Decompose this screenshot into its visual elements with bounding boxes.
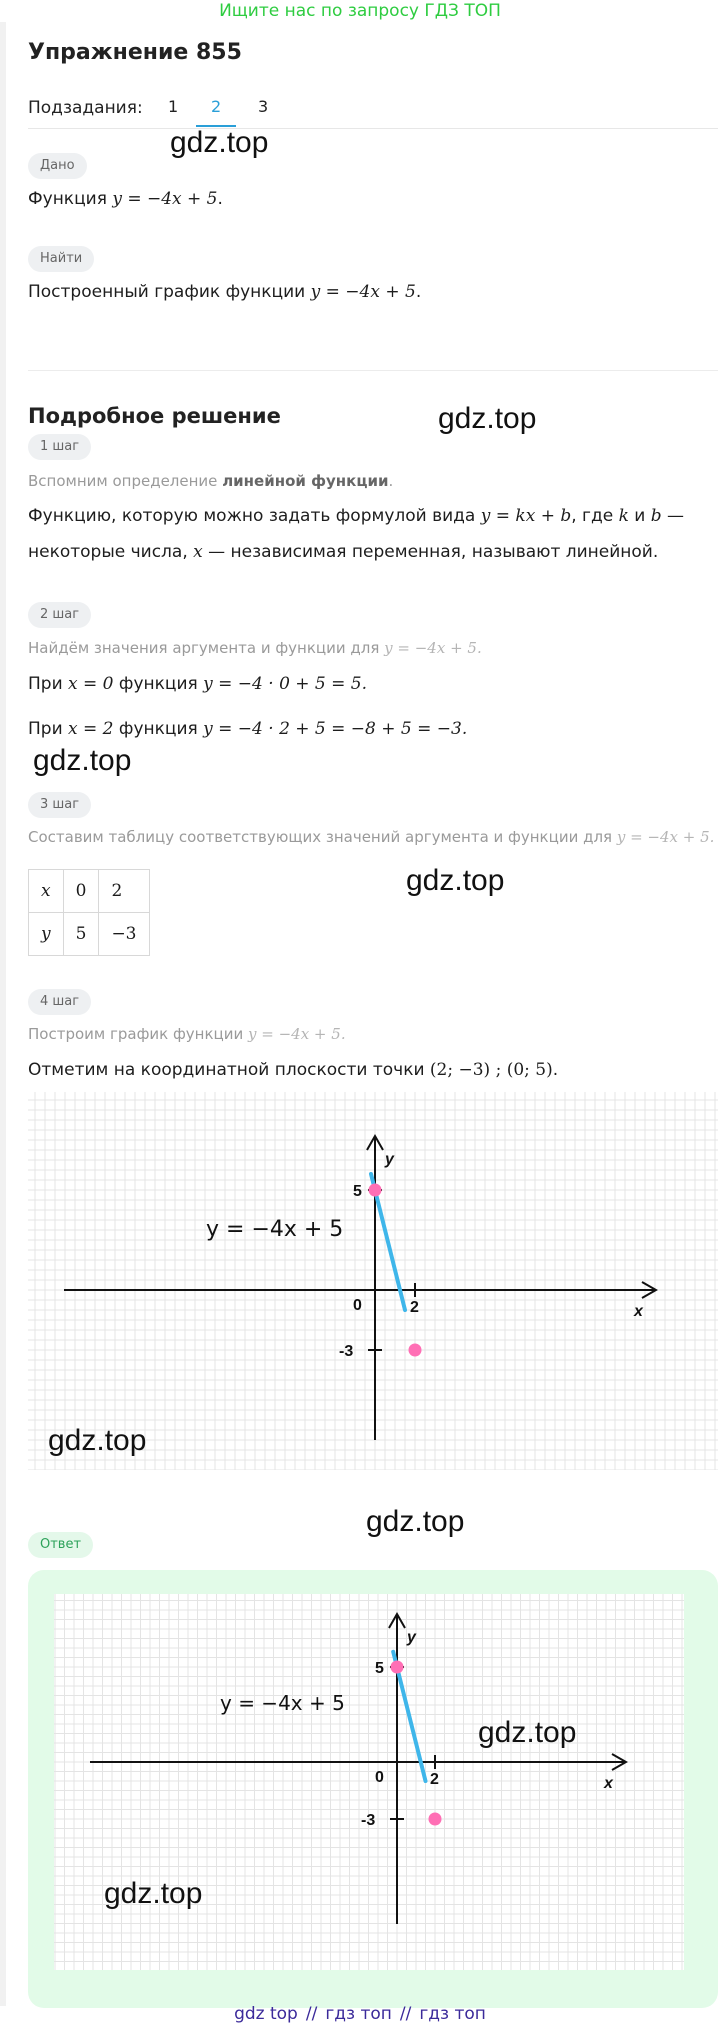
subtask-tab-2[interactable]: 2 [211,97,222,116]
watermark: gdz.top [33,744,132,777]
footer-links [0,2004,720,2024]
step1-note [28,472,393,490]
footer-sep: // [305,2004,318,2024]
x-tick-label: 2 [430,1771,439,1788]
step1-note-prefix: Вспомним определение [28,472,223,490]
graph-point [409,1344,422,1357]
given-prefix: Функция [28,189,113,209]
origin-label: 0 [375,1769,384,1786]
page-title: Упражнение 855 [28,40,242,65]
find-suffix: . [415,282,422,302]
step1-badge: 1 шаг [28,434,91,460]
step4-note [28,1025,346,1043]
step2-note [28,639,482,657]
left-rule [0,22,6,2006]
table-cell: 2 [99,870,149,913]
y-tick-label: -3 [339,1343,354,1360]
step1-note-bold: линейной функции [222,472,389,490]
step1-k: k [618,506,629,526]
graph-point [429,1813,442,1826]
step3-badge: 3 шаг [28,792,91,818]
find-formula: y = −4x + 5 [310,282,416,302]
watermark: gdz.top [406,864,505,897]
step1-line2-a: некоторые числа, [28,542,194,562]
table-row [29,913,150,956]
step1-note-suffix: . [388,472,394,490]
step2-note-formula: y = −4x + 5. [384,639,482,657]
y-axis-label: y [407,1629,416,1646]
step1-line1-a: Функцию, которую можно задать формулой вида [28,506,481,526]
table-cell: y [29,913,64,956]
step3-note-text: Составим таблицу соответствующих значений аргумента и функции для [28,828,617,846]
values-table [28,869,150,956]
watermark: gdz.top [170,126,269,159]
step4-line-end: . [552,1060,559,1080]
table-cell: x [29,870,64,913]
solution-title: Подробное решение [28,404,281,428]
step1-line1 [28,506,684,526]
step4-line-a: Отметим на координатной плоскости точки [28,1060,430,1080]
subtasks-nav [28,92,718,129]
step2-line2-a: При [28,719,69,739]
subtask-tab-1[interactable]: 1 [168,97,179,116]
given-suffix: . [217,189,223,209]
step3-note-formula: y = −4x + 5. [616,828,715,846]
table-cell: −3 [99,913,149,956]
footer-link[interactable]: gdz top [234,2004,298,2024]
step4-line [28,1060,558,1080]
step4-note-formula: y = −4x + 5. [248,1025,346,1043]
step2-line1-a: При [28,674,69,694]
step2-badge: 2 шаг [28,602,91,628]
step2-line1-x: x = 0 [68,674,114,694]
table-row [29,870,150,913]
watermark: gdz.top [438,402,537,435]
step1-line2 [28,542,658,562]
origin-label: 0 [353,1297,362,1314]
y-tick-label: 5 [375,1660,384,1677]
graph-solution [28,1092,718,1470]
find-prefix: Построенный график функции [28,282,311,302]
graph-point [369,1184,382,1197]
watermark: gdz.top [366,1505,465,1538]
answer-box [28,1570,718,2008]
graph-equation-label: y = −4x + 5 [206,1217,344,1242]
graph-answer [54,1594,684,1970]
step1-b: b [650,506,662,526]
step2-line1 [28,674,367,694]
step2-line2-formula: y = −4 · 2 + 5 = −8 + 5 = −3. [203,719,468,739]
footer-link[interactable]: гдз топ [325,2004,392,2024]
step1-line1-b: , где [571,506,619,526]
x-axis-label: x [634,1303,643,1320]
watermark: gdz.top [104,1877,203,1910]
find-text [28,282,421,302]
y-tick-label: -3 [361,1812,376,1829]
step1-formula: y = kx + b [480,506,572,526]
find-badge: Найти [28,246,94,272]
step4-points: (2; −3) ; (0; 5) [429,1060,553,1080]
graph-point [391,1661,404,1674]
given-badge: Дано [28,153,87,179]
table-cell: 5 [63,913,99,956]
top-banner[interactable]: Ищите нас по запросу ГДЗ ТОП [219,1,501,21]
divider [28,370,718,371]
step2-line2 [28,719,467,739]
step3-note [28,828,714,846]
step1-line1-d: — [661,506,685,526]
table-cell: 0 [63,870,99,913]
y-axis-label: y [385,1151,394,1168]
exercise-card [8,22,720,2006]
watermark: gdz.top [48,1424,147,1457]
graph-equation-label: y = −4x + 5 [220,1691,345,1715]
step2-line2-b: функция [113,719,204,739]
subtasks-label: Подзадания: [28,98,143,118]
given-formula: y = −4x + 5 [112,189,218,209]
subtask-tab-3[interactable]: 3 [258,97,269,116]
step1-line1-c: и [628,506,651,526]
x-axis-label: x [604,1775,613,1792]
y-tick-label: 5 [353,1183,362,1200]
answer-badge: Ответ [28,1532,93,1558]
footer-link[interactable]: гдз топ [419,2004,486,2024]
step2-line2-x: x = 2 [68,719,114,739]
step4-note-text: Построим график функции [28,1025,249,1043]
x-tick-label: 2 [410,1299,419,1316]
step1-x: x [193,542,203,562]
step1-line2-b: — независимая переменная, называют линейной. [202,542,659,562]
step4-badge: 4 шаг [28,989,91,1015]
footer-sep: // [399,2004,412,2024]
given-text [28,189,223,209]
watermark: gdz.top [478,1716,577,1749]
step2-line1-b: функция [113,674,204,694]
step2-line1-formula: y = −4 · 0 + 5 = 5. [203,674,368,694]
step2-note-text: Найдём значения аргумента и функции для [28,639,385,657]
